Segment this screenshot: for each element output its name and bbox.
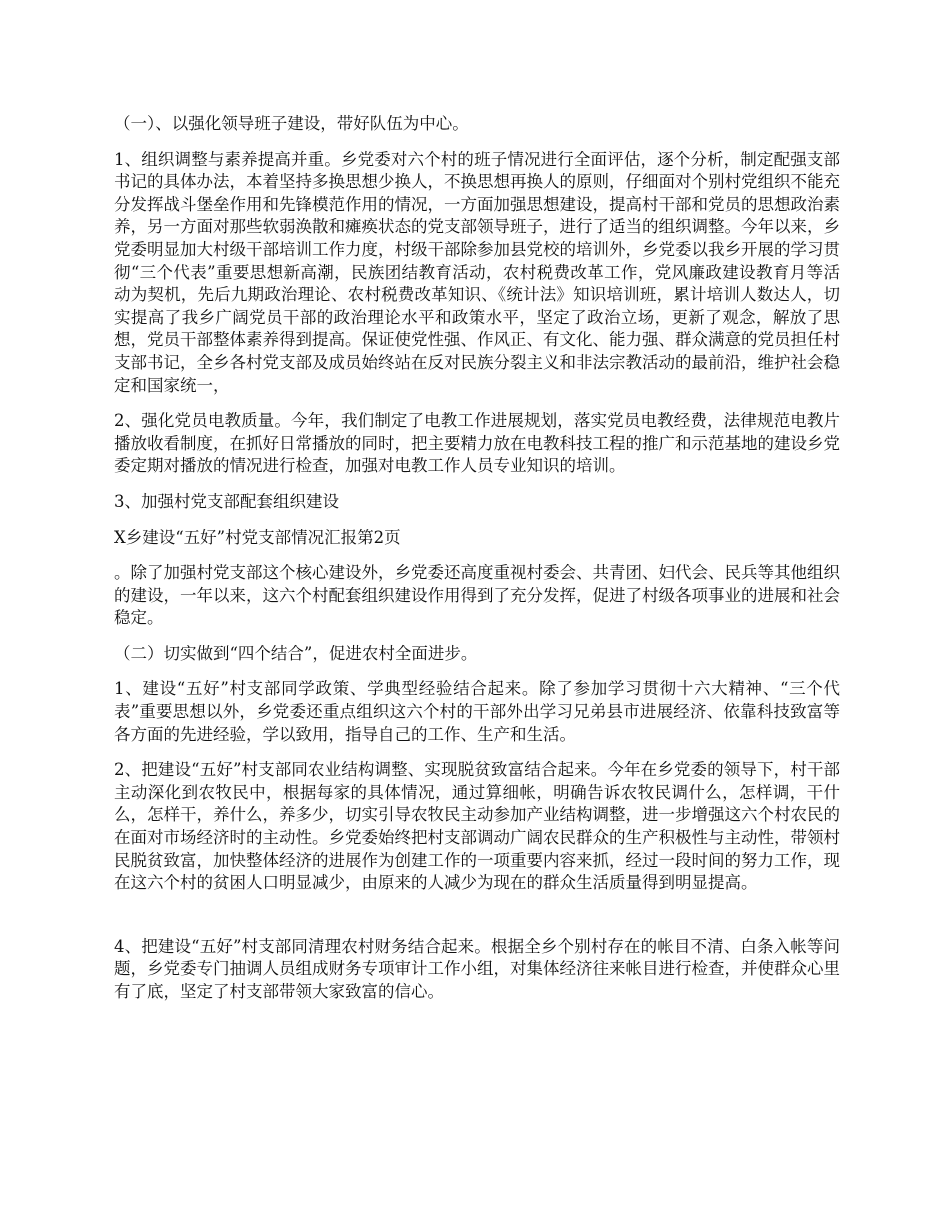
paragraph-electronic-education: 2、强化党员电教质量。今年，我们制定了电教工作进展规划，落实党员电教经费，法律规范电教片播放收看制度，在抓好日常播放的同时，把主要精力放在电教科技工程的推广和示范基地的建设乡党委定期对播放的情况进行检查，加强对电教工作人员专业知识的培训。 <box>114 411 840 476</box>
blank-gap <box>114 908 840 936</box>
paragraph-structure-adjustment: 2、把建设“五好”村支部同农业结构调整、实现脱贫致富结合起来。今年在乡党委的领导下，村干部主动深化到农牧民中，根据每家的具体情况，通过算细帐，明确告诉农牧民调什么，怎样调，干什么，怎样干，养什么，养多少，切实引导农牧民主动参加产业结构调整，进一步增强这六个村农民的在面对市场经济时的主动性。乡党委始终把村支部调动广阔农民群众的生产积极性与主动性，带领村民脱贫致富，加快整体经济的进展作为创建工作的一项重要内容来抓，经过一段时间的努力工作，现在这六个村的贫困人口明显减少，由原来的人减少为现在的群众生活质量得到明显提高。 <box>114 760 840 893</box>
paragraph-supporting-organizations: 。除了加强村党支部这个核心建设外，乡党委还高度重视村委会、共青团、妇代会、民兵等其他组织的建设，一年以来，这六个村配套组织建设作用得到了充分发挥，促进了村级各项事业的进展和社会稳定。 <box>114 563 840 628</box>
paragraph-supporting-organizations-heading: 3、加强村党支部配套组织建设 <box>114 491 339 511</box>
section-heading-2: （二）切实做到“四个结合”，促进农村全面进步。 <box>114 643 478 663</box>
section-heading-1: （一）、以强化领导班子建设，带好队伍为中心。 <box>114 114 469 133</box>
page-number-line: X乡建设“五好”村党支部情况汇报第2页 <box>114 527 401 547</box>
paragraph-policy-learning: 1、建设“五好”村支部同学政策、学典型经验结合起来。除了参加学习贯彻十六大精神、“三个代表”重要思想以外，乡党委还重点组织这六个村的干部外出学习兄弟县市进展经济、依靠科技致富等各方面的先进经验，学以致用，指导自己的工作、生产和生活。 <box>114 679 840 744</box>
paragraph-organization-adjustment: 1、组织调整与素养提高并重。乡党委对六个村的班子情况进行全面评估，逐个分析，制定配强支部书记的具体办法，本着坚持多换思想少换人，不换思想再换人的原则，仔细面对个别村党组织不能充分发挥战斗堡垒作用和先锋模范作用的情况，一方面加强思想建设，提高村干部和党员的思想政治素养，另一方面对那些软弱涣散和瘫痪状态的党支部领导班子，进行了适当的组织调整。今年以来，乡党委明显加大村级干部培训工作力度，村级干部除参加县党校的培训外，乡党委以我乡开展的学习贯彻“三个代表”重要思想新高潮，民族团结教育活动，农村税费改革工作，党风廉政建设教育月等活动为契机，先后九期政治理论、农村税费改革知识、《统计法》知识培训班，累计培训人数达人，切实提高了我乡广阔党员干部的政治理论水平和政策水平，坚定了政治立场，更新了观念，解放了思想，党员干部整体素养得到提高。保证使党性强、作风正、有文化、能力强、群众满意的党员担任村支部书记，全乡各村党支部及成员始终站在反对民族分裂主义和非法宗教活动的最前沿，维护社会稳定和国家统一， <box>114 149 840 395</box>
paragraph-finance-cleanup: 4、把建设“五好”村支部同清理农村财务结合起来。根据全乡个别村存在的帐目不清、白条入帐等问题，乡党委专门抽调人员组成财务专项审计工作小组，对集体经济往来帐目进行检查，并使群众心里有了底，坚定了村支部带领大家致富的信心。 <box>114 936 840 1001</box>
